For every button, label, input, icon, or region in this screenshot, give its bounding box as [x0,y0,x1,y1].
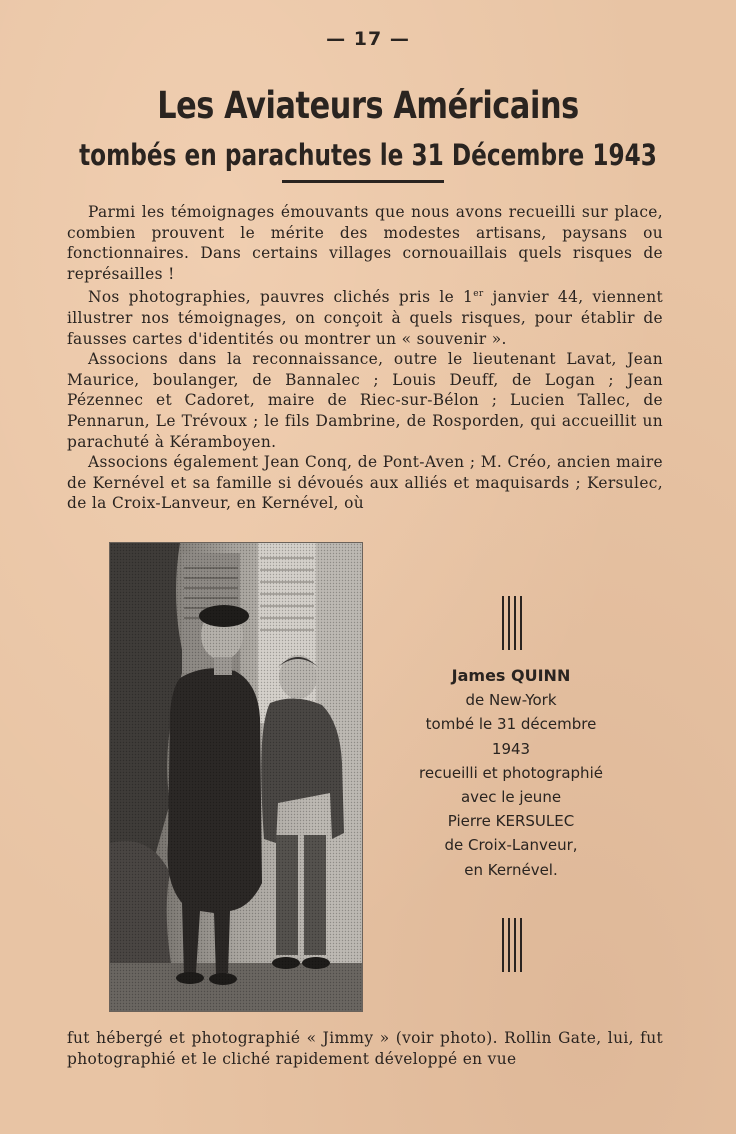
caption-line: recueilli et photographié [419,763,603,782]
paragraph-2 [67,284,663,349]
article-continuation [67,1028,663,1069]
article-title: Les Aviateurs Américains [157,84,579,127]
caption-line: Pierre KERSULEC [447,812,575,831]
caption-line: de New-York [465,691,557,710]
photograph [110,543,362,1011]
caption-ornament-top [500,596,526,650]
article-body [67,202,663,514]
caption-line: de Croix-Lanveur, [444,836,578,855]
paragraph-1: Parmi les témoignages émouvants que nous avons recueilli sur place, combien prouvent le mérite des modestes artisans, paysans ou fonctionnaires. Dans certains villages cornouaillais quels risques de représailles ! [67,203,663,283]
caption-ornament-bottom [500,918,526,972]
photograph-image [110,543,362,1011]
caption-line: en Kernével. [464,860,558,879]
photo-caption [396,664,626,882]
title-rule [282,180,444,183]
caption-line: tombé le 31 décembre [425,715,597,734]
page-number: — 17 — [326,28,410,50]
caption-line: avec le jeune [460,788,562,807]
caption-name: James QUINN [451,666,571,685]
paragraph-2-start: Nos photographies, pauvres clichés pris le 1 [88,288,474,307]
continuation-paragraph: fut hébergé et photographié « Jimmy » (voir photo). Rollin Gate, lui, fut photographié et le cliché rapidement développé en vue [67,1029,663,1068]
paragraph-3: Associons dans la reconnaissance, outre le lieutenant Lavat, Jean Maurice, boulanger, de Bannalec ; Louis Deuff, de Logan ; Jean Pézennec et Cadoret, maire de Riec-sur-Bélon ; Lucien Tallec, de Pennarun, Le Trévoux ; le fils Dambrine, de Rosporden, qui accueillit un parachuté à Kéramboyen. [67,350,663,451]
paragraph-2-end: janvier 44, viennent illustrer nos témoignages, on conçoit à quels risques, pour établir de fausses cartes d'identités ou montrer un « souvenir ». [67,288,663,348]
caption-line: 1943 [491,739,531,758]
article-subtitle: tombés en parachutes le 31 Décembre 1943 [79,138,657,172]
paragraph-2-superscript: er [473,289,484,300]
paragraph-4: Associons également Jean Conq, de Pont-Aven ; M. Créo, ancien maire de Kernével et sa famille si dévoués aux alliés et maquisards ; Kersulec, de la Croix-Lanveur, en Kernével, où [67,453,663,513]
